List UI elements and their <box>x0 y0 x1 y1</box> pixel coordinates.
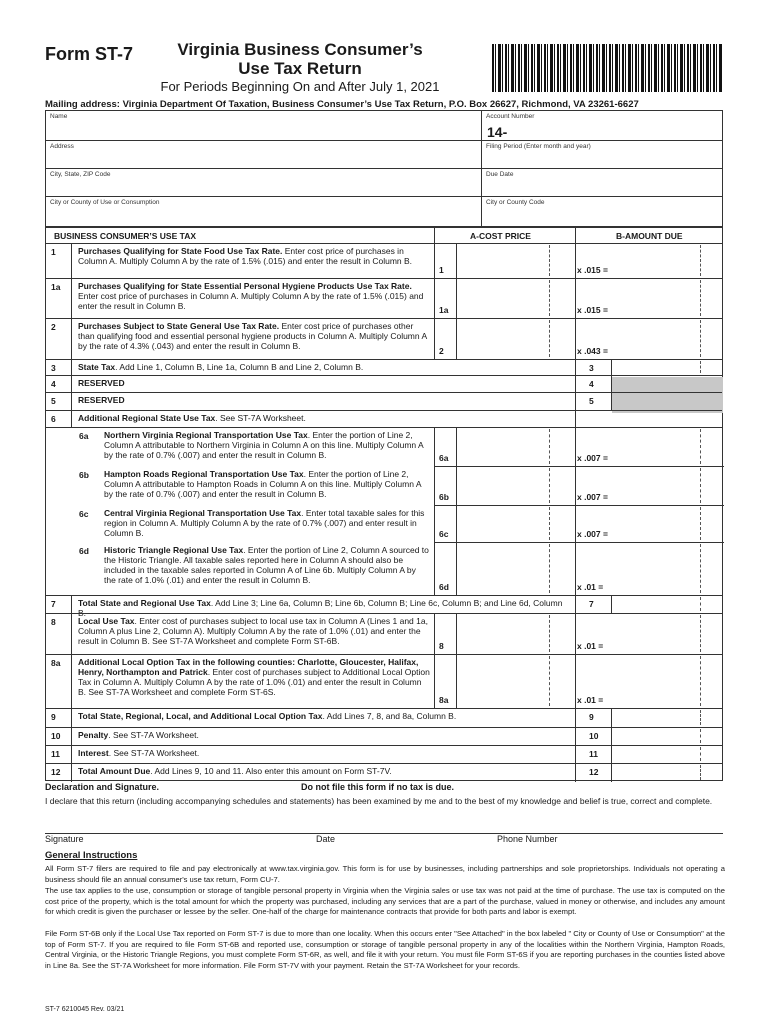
col-a-amount-field[interactable] <box>458 319 573 358</box>
line-text: . Enter cost of purchases subject to local use tax in Column A (Lines 1 and 1a, Column A plus Line 2, Column A). Multiply Column A by the rate of 1.0% (.01) and enter the result in Column B. See ST-7A Worksheet and complete Form ST-6B. <box>78 616 428 646</box>
line-title: Total Amount Due <box>78 766 151 776</box>
barcode <box>492 44 722 92</box>
col-a-line-number: 1a <box>439 305 449 315</box>
rate-label: x .01 = <box>577 641 604 651</box>
line-text: . Enter total taxable sales for this region in Column A. Multiply Column A by the rate of 0.7% (.007) and enter result in Column B. <box>104 508 425 538</box>
col-b-num-divider <box>611 745 612 763</box>
line-title: Interest <box>78 748 109 758</box>
mailing-address: Mailing address: Virginia Department Of Taxation, Business Consumer’s Use Tax Return, P.O. Box 26627, Richmond, VA 23261-6627 <box>45 99 639 110</box>
name-label: Name <box>50 113 68 120</box>
col-b-amount-field[interactable] <box>617 244 722 277</box>
line-title: Historic Triangle Regional Use Tax <box>104 545 244 555</box>
table-heading: BUSINESS CONSUMER’S USE TAX <box>54 231 197 241</box>
line-number: 6c <box>79 509 89 519</box>
line-number: 4 <box>51 379 56 389</box>
col-a-left <box>434 542 435 595</box>
line-description <box>78 362 571 372</box>
rate-label: x .007 = <box>577 492 608 502</box>
line-number: 6d <box>79 546 89 556</box>
col-a-num-divider <box>456 427 457 466</box>
line-text: . Enter the portion of Line 2, Column A attributable to Hampton Roads in Column A on this line. Multiply Column A by the rate of 0.7% (.007) and enter the result in Column B. <box>104 469 422 499</box>
line-number-divider <box>71 595 72 613</box>
row-divider <box>46 392 722 393</box>
line-title: RESERVED <box>78 378 125 388</box>
line-text: . Enter cost of purchases subject to Additional Local Option Tax in Column A. Multiply Column A by the rate of 1.0% (.01) and enter the result in Column B. See ST-7A Worksheet and complete Form ST-6S. <box>78 667 430 697</box>
col-a-amount-field[interactable] <box>458 655 573 707</box>
line-description <box>78 281 430 311</box>
instructions-paragraph-1: All Form ST-7 filers are required to file and pay electronically at www.tax.virginia.gov. This form is for use by businesses, including partnerships and sole proprietorships. Individuals not operating a business should file an annual consumer's use tax return, Form CU-7. <box>45 864 725 884</box>
col-a-left <box>434 278 435 318</box>
col-b-amount-field[interactable] <box>613 596 722 612</box>
col-b-amount-field[interactable] <box>613 746 722 762</box>
line-description <box>78 711 571 721</box>
line-description <box>78 378 571 388</box>
line-number: 1 <box>51 247 56 257</box>
col-a-amount-field[interactable] <box>458 467 573 504</box>
line-description <box>78 616 430 646</box>
address-label: Address <box>50 143 74 150</box>
line-title: Additional Regional State Use Tax <box>78 413 216 423</box>
col-b-divider <box>575 228 576 243</box>
line-number-divider <box>71 359 72 375</box>
line-number: 6a <box>79 431 89 441</box>
col-b-num-divider <box>611 359 612 375</box>
form-title-line1: Virginia Business Consumer’s <box>177 40 423 59</box>
city-state-zip-label: City, State, ZIP Code <box>50 171 111 178</box>
col-a-amount-field[interactable] <box>458 244 573 277</box>
line-text: . See ST-7A Worksheet. <box>108 730 199 740</box>
phone-label: Phone Number <box>497 834 558 844</box>
col-b-line-number: 3 <box>589 363 594 373</box>
line-title: State Tax <box>78 362 116 372</box>
line-title: Purchases Qualifying for State Food Use Tax Rate. <box>78 246 283 256</box>
col-a-line-number: 6d <box>439 582 449 592</box>
col-a-line-number: 6c <box>439 529 449 539</box>
line-number: 6 <box>51 414 56 424</box>
col-b-amount-field[interactable] <box>613 764 722 781</box>
line-number-divider <box>71 654 72 708</box>
col-b-amount-field[interactable] <box>613 360 722 374</box>
col-a-line-number: 8 <box>439 641 444 651</box>
rate-label: x .015 = <box>577 305 608 315</box>
col-b-amount-field[interactable] <box>617 428 722 465</box>
line-number-divider <box>71 392 72 410</box>
line-text: Enter cost price of purchases in Column A. Multiply Column A by the rate of 1.5% (.015) and enter the result in Column B. <box>78 246 413 266</box>
column-b-header: B-AMOUNT DUE <box>616 231 683 241</box>
col-a-line-number: 1 <box>439 265 444 275</box>
line-text: . Add Line 1, Column B, Line 1a, Column B and Line 2, Column B. <box>115 362 364 372</box>
declaration-text: I declare that this return (including accompanying schedules and statements) has been examined by me and to the best of my knowledge and belief is true, correct and complete. <box>45 796 713 806</box>
line-number-divider <box>71 410 72 427</box>
row-divider <box>46 410 722 411</box>
col-a-num-divider <box>456 318 457 359</box>
tax-table <box>45 227 723 781</box>
rate-label: x .007 = <box>577 453 608 463</box>
col-a-left <box>434 654 435 708</box>
line-text: . See ST-7A Worksheet. <box>215 413 306 423</box>
col-a-line-number: 6a <box>439 453 449 463</box>
line-number: 8 <box>51 617 56 627</box>
col-a-left <box>434 466 435 505</box>
line-description <box>78 766 571 776</box>
line-number-divider <box>71 278 72 318</box>
line-description <box>104 469 430 499</box>
line-number-divider <box>71 708 72 727</box>
line-description <box>78 321 430 351</box>
col-b-num-divider <box>611 392 612 410</box>
col-a-left <box>434 613 435 654</box>
line-title: Northern Virginia Regional Transportation Use Tax <box>104 430 308 440</box>
col-b-line-number: 7 <box>589 599 594 609</box>
line-number: 12 <box>51 767 61 777</box>
line-title: Penalty <box>78 730 109 740</box>
col-b-amount-field[interactable] <box>617 614 722 653</box>
col-a-num-divider <box>456 542 457 595</box>
col-a-amount-field[interactable] <box>458 506 573 541</box>
line-title: Total State, Regional, Local, and Additional Local Option Tax <box>78 711 323 721</box>
line-title: Purchases Subject to State General Use Tax Rate. <box>78 321 280 331</box>
line-number-divider <box>71 763 72 782</box>
col-a-amount-field[interactable] <box>458 543 573 594</box>
line-text: . Enter the portion of Line 2, Column A sourced to the Historic Triangle. All taxable sales reported here in Column A should also be included in the taxable sales reported in Column A of Line 6b. Multiply Column A by the rate of 1.0% (.01) and enter the result in Column B. <box>104 545 429 585</box>
col-b-amount-field[interactable] <box>613 728 722 744</box>
line-description <box>104 545 430 585</box>
rate-label: x .043 = <box>577 346 608 356</box>
line-description <box>104 508 430 538</box>
city-county-use-label: City or County of Use or Consumption <box>50 199 160 206</box>
col-b-amount-field[interactable] <box>617 319 722 358</box>
line-description <box>78 748 571 758</box>
form-title <box>150 40 450 78</box>
col-b-line-number: 5 <box>589 396 594 406</box>
col-a-num-divider <box>456 505 457 542</box>
line-number-divider <box>71 318 72 359</box>
line-number: 1a <box>51 282 61 292</box>
col-b-amount-field[interactable] <box>617 543 722 594</box>
line-number: 11 <box>51 749 60 759</box>
form-id: Form ST-7 <box>45 44 134 64</box>
col-a-line-number: 6b <box>439 492 449 502</box>
col-a-amount-field[interactable] <box>458 428 573 465</box>
rate-label: x .01 = <box>577 695 604 705</box>
line-number: 10 <box>51 731 61 741</box>
line-number: 8a <box>51 658 61 668</box>
col-b-amount-field[interactable] <box>617 506 722 541</box>
col-b-num-divider <box>611 708 612 727</box>
column-a-header: A-COST PRICE <box>470 231 531 241</box>
col-a-amount-field[interactable] <box>458 614 573 653</box>
col-b-amount-field[interactable] <box>617 279 722 317</box>
col-a-left <box>434 243 435 278</box>
line-title: Purchases Qualifying for State Essential Personal Hygiene Products Use Tax Rate. <box>78 281 412 291</box>
line-number: 9 <box>51 712 56 722</box>
line-text: . Add Lines 7, 8, and 8a, Column B. <box>322 711 457 721</box>
line-title: Central Virginia Regional Transportation Use Tax <box>104 508 302 518</box>
rate-label: x .007 = <box>577 529 608 539</box>
col-b-num-divider <box>611 763 612 782</box>
instructions-paragraph-2: The use tax applies to the use, consumption or storage of tangible personal property in Virginia when the Virginia sales or use tax was not paid at the time of purchase. The use tax is computed on the cost price of the property, which is the total amount for which the property was purchased, including any services that are a part of the purchase, valued in money or otherwise, and includes any amount for which credit is given the purchaser or lessee by the seller. One-half of the charge for maintenance contracts that provide for both parts and labor is exempt. <box>45 886 725 916</box>
col-a-left <box>434 427 435 466</box>
signature-line[interactable] <box>45 833 723 834</box>
row-divider <box>46 375 722 376</box>
line-description <box>78 413 571 423</box>
line-title: Additional Local Option Tax in the following counties: Charlotte, Gloucester, Halifax, Henry, Northampton and Patrick <box>78 657 419 677</box>
col-a-left <box>434 318 435 359</box>
line-description <box>78 657 430 697</box>
col-b-line-number: 10 <box>589 731 599 741</box>
due-date-label: Due Date <box>486 171 514 178</box>
col-a-divider <box>434 228 435 243</box>
declaration-notice: Do not file this form if no tax is due. <box>301 782 455 792</box>
col-b-line-number: 11 <box>589 749 598 759</box>
line-description <box>78 730 571 740</box>
account-number-label: Account Number <box>486 113 535 120</box>
col-a-line-number: 2 <box>439 346 444 356</box>
line-title: Local Use Tax <box>78 616 135 626</box>
instructions-paragraph-3: File Form ST-6B only if the Local Use Tax reported on Form ST-7 is due to more than one locality. When this occurs enter "See Attached" in the box labeled " City or County of Use or Consumption" at the top of Form ST-7. If you are required to file Form ST-6B and reported use, consumption or storage of tangible personal property in any of the localities within the Northern Virginia, Hampton Roads, Central Virginia, or the Historic Triangle Regions, you must complete Form ST-6R, as well, and file it with your return. You must file Form ST-6S if you are reporting purchases in the counties listed above in Line 8a. See the ST-7A Worksheet for more information. File Form ST-7V with your payment. Retain the ST-7A Worksheet for your records. <box>45 929 725 970</box>
line-text: . Add Line 3; Line 6a, Column B; Line 6b, Column B; Line 6c, Column B; and Line 6d, Column B. <box>78 598 563 618</box>
col-a-left <box>434 505 435 542</box>
line-text: Enter cost price of purchases in Column A. Multiply Column A by the rate of 1.5% (.015) and enter the result in Column B. <box>78 291 424 311</box>
col-b-num-divider <box>611 727 612 745</box>
line-number-divider <box>71 727 72 745</box>
identification-box <box>45 110 723 227</box>
reserved-shading <box>612 377 723 413</box>
line-description <box>78 395 571 405</box>
line-text: . See ST-7A Worksheet. <box>108 748 200 758</box>
col-b-line-number: 12 <box>589 767 599 777</box>
col-a-num-divider <box>456 466 457 505</box>
line-number: 2 <box>51 322 56 332</box>
col-a-amount-field[interactable] <box>458 279 573 317</box>
line-description <box>104 430 430 460</box>
col-a-line-number: 8a <box>439 695 449 705</box>
line-number: 7 <box>51 599 56 609</box>
line-number: 3 <box>51 363 56 373</box>
form-footer: ST-7 6210045 Rev. 03/21 <box>45 1006 125 1013</box>
col-b-line-number: 9 <box>589 712 594 722</box>
line-description <box>78 246 430 266</box>
col-b-amount-field[interactable] <box>617 467 722 504</box>
city-county-code-label: City or County Code <box>486 199 545 206</box>
line-number: 5 <box>51 396 56 406</box>
declaration-heading: Declaration and Signature. <box>45 782 160 792</box>
line-number-divider <box>71 243 72 278</box>
line-title: Hampton Roads Regional Transportation Use Tax <box>104 469 304 479</box>
col-b-amount-field[interactable] <box>617 655 722 707</box>
col-b-line <box>575 243 576 782</box>
line-text: . Add Lines 9, 10 and 11. Also enter this amount on Form ST-7V. <box>150 766 392 776</box>
line-text: . Enter the portion of Line 2, Column A attributable to Northern Virginia in Column A on this line. Multiply Column A by the rate of 0.7% (.007) and enter the result in Column B. <box>104 430 424 460</box>
rate-label: x .01 = <box>577 582 604 592</box>
rate-label: x .015 = <box>577 265 608 275</box>
line-title: Total State and Regional Use Tax <box>78 598 211 608</box>
line-number: 6b <box>79 470 89 480</box>
general-instructions-heading: General Instructions <box>45 850 138 861</box>
col-a-num-divider <box>456 654 457 708</box>
col-b-amount-field[interactable] <box>613 709 722 726</box>
line-number-divider <box>71 613 72 654</box>
signature-label: Signature <box>45 834 84 844</box>
col-b-num-divider <box>611 595 612 613</box>
col-b-line-number: 4 <box>589 379 594 389</box>
filing-period-label: Filing Period (Enter month and year) <box>486 143 591 150</box>
col-a-num-divider <box>456 278 457 318</box>
line-title: RESERVED <box>78 395 125 405</box>
line-number-divider <box>71 745 72 763</box>
col-b-num-divider <box>611 375 612 392</box>
account-number-field[interactable]: 14- <box>487 124 508 140</box>
form-title-line2: Use Tax Return <box>238 59 362 78</box>
col-a-num-divider <box>456 243 457 278</box>
col-a-num-divider <box>456 613 457 654</box>
date-label: Date <box>316 834 336 844</box>
form-subtitle: For Periods Beginning On and After July 1, 2021 <box>160 79 440 94</box>
line-number-divider <box>71 375 72 392</box>
line-text: Enter cost price of purchases other than qualifying food and essential personal hygiene products in Column A. Multiply Column A by the rate of 4.3% (.043) and enter the result in Column B. <box>78 321 427 351</box>
